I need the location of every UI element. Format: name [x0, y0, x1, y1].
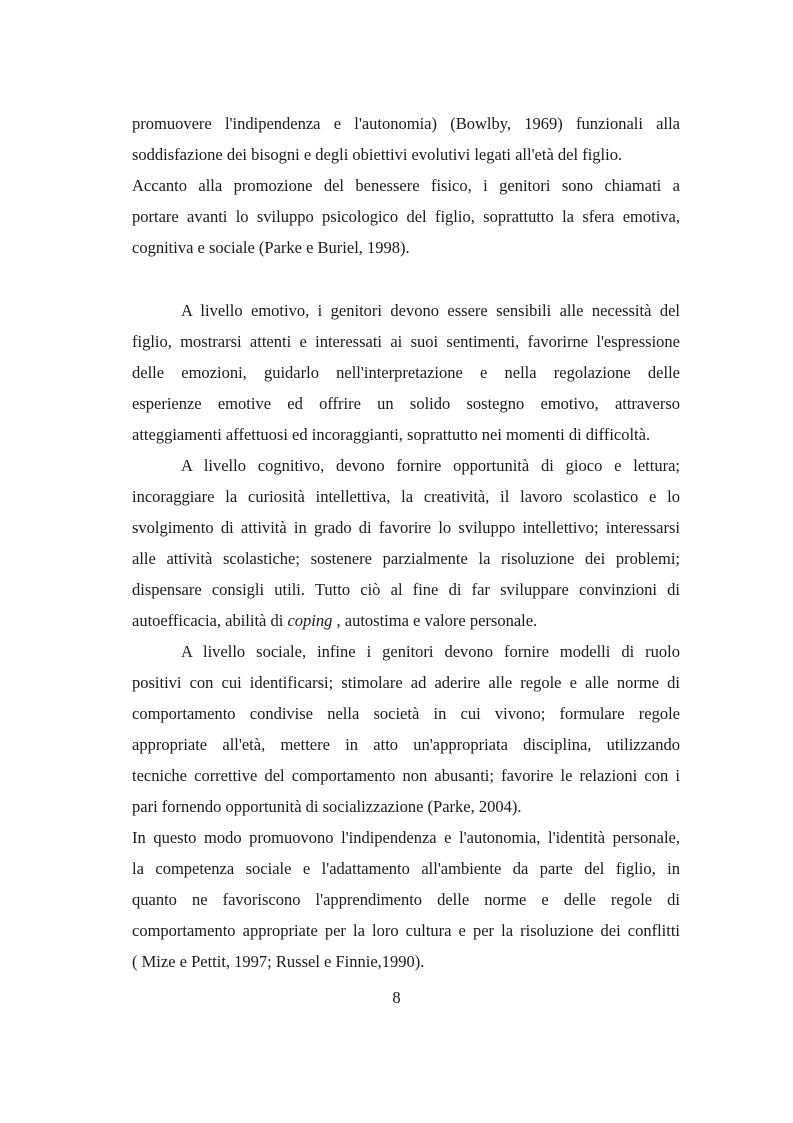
- text-line: comportamento appropriate per la loro cultura e per la risoluzione dei conflitti: [132, 921, 680, 940]
- emphasis-term: coping: [287, 611, 333, 630]
- paragraph-3: [132, 295, 680, 450]
- paragraph-4: [132, 450, 680, 636]
- text-line: Accanto alla promozione del benessere fisico, i genitori sono chiamati a: [132, 176, 680, 195]
- text-line: delle emozioni, guidarlo nell'interpretazione e nella regolazione delle: [132, 363, 680, 382]
- text-line: comportamento condivise nella società in cui vivono; formulare regole: [132, 704, 680, 723]
- text-line: A livello cognitivo, devono fornire opportunità di gioco e lettura;: [181, 456, 680, 475]
- text-segment: , autostima e valore personale.: [332, 611, 538, 630]
- paragraph-1: [132, 108, 680, 170]
- text-segment: autoefficacia, abilità di: [132, 611, 288, 630]
- text-line: soddisfazione dei bisogni e degli obiettivi evolutivi legati all'età del figlio.: [132, 145, 623, 164]
- text-line: In questo modo promuovono l'indipendenza e l'autonomia, l'identità personale,: [132, 828, 680, 847]
- text-line: atteggiamenti affettuosi ed incoraggianti, soprattutto nei momenti di difficoltà.: [132, 425, 651, 444]
- text-line: quanto ne favoriscono l'apprendimento delle norme e delle regole di: [132, 890, 680, 909]
- text-line: alle attività scolastiche; sostenere parzialmente la risoluzione dei problemi;: [132, 549, 680, 568]
- paragraph-5: [132, 636, 680, 822]
- body-text: [132, 108, 680, 977]
- text-line: A livello emotivo, i genitori devono essere sensibili alle necessità del: [181, 301, 680, 320]
- text-line: ( Mize e Pettit, 1997; Russel e Finnie,1990).: [132, 952, 425, 971]
- paragraph-6: [132, 822, 680, 977]
- text-line: A livello sociale, infine i genitori devono fornire modelli di ruolo: [181, 642, 680, 661]
- text-line: svolgimento di attività in grado di favorire lo sviluppo intellettivo; interessarsi: [132, 518, 680, 537]
- text-line: incoraggiare la curiosità intellettiva, la creatività, il lavoro scolastico e lo: [132, 487, 680, 506]
- text-line-with-emphasis: [132, 605, 680, 636]
- text-line: figlio, mostrarsi attenti e interessati ai suoi sentimenti, favorirne l'espressione: [132, 332, 680, 351]
- text-line: portare avanti lo sviluppo psicologico del figlio, soprattutto la sfera emotiva,: [132, 207, 680, 226]
- text-line: cognitiva e sociale (Parke e Buriel, 1998).: [132, 238, 410, 257]
- text-line: appropriate all'età, mettere in atto un'appropriata disciplina, utilizzando: [132, 735, 680, 754]
- text-line: promuovere l'indipendenza e l'autonomia) (Bowlby, 1969) funzionali alla: [132, 114, 680, 133]
- paragraph-spacer: [132, 263, 680, 295]
- text-line: tecniche correttive del comportamento non abusanti; favorire le relazioni con i: [132, 766, 680, 785]
- text-line: la competenza sociale e l'adattamento all'ambiente da parte del figlio, in: [132, 859, 680, 878]
- text-line: dispensare consigli utili. Tutto ciò al fine di far sviluppare convinzioni di: [132, 580, 680, 599]
- paragraph-2: [132, 170, 680, 263]
- text-line: pari fornendo opportunità di socializzazione (Parke, 2004).: [132, 797, 522, 816]
- text-line: esperienze emotive ed offrire un solido sostegno emotivo, attraverso: [132, 394, 680, 413]
- text-line: positivi con cui identificarsi; stimolare ad aderire alle regole e alle norme di: [132, 673, 680, 692]
- page-number: 8: [392, 988, 401, 1007]
